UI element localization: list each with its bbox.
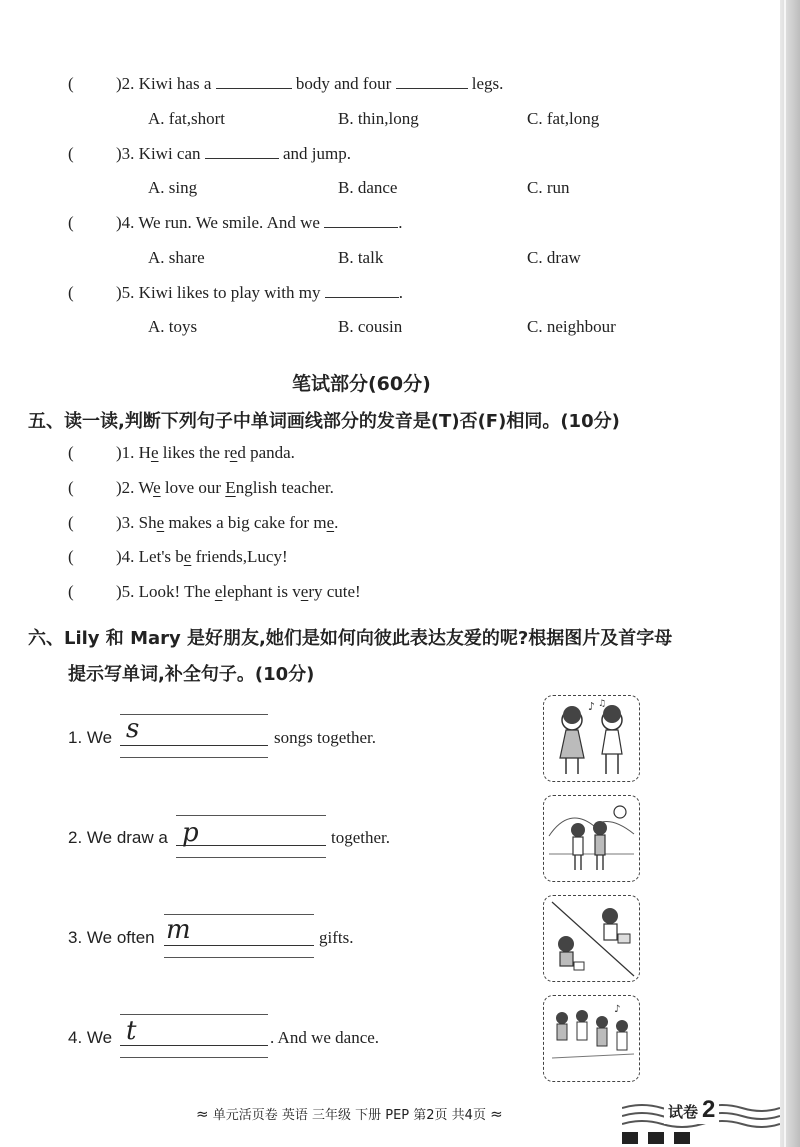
sentence <box>116 443 295 463</box>
question-text <box>116 74 503 94</box>
question-number: )5. <box>116 283 135 302</box>
option-a: A. sing <box>148 178 198 197</box>
option-b: B. talk <box>338 248 384 267</box>
picture-drawing <box>543 795 640 882</box>
question-prefix: We run. We smile. And we <box>138 213 320 232</box>
text: love our <box>160 478 226 497</box>
underlined-part: e <box>153 478 161 497</box>
option-c: C. neighbour <box>527 317 616 336</box>
writing-line-bottom <box>176 857 326 858</box>
question-number: )2. <box>116 74 135 93</box>
answer-paren: ( <box>68 443 74 462</box>
question-number: )2. <box>116 478 135 497</box>
answer-blank[interactable] <box>324 226 398 228</box>
question-prefix: Kiwi has a <box>138 74 212 93</box>
item-suffix: together. <box>331 828 391 847</box>
question-number: )4. <box>116 213 135 232</box>
hint-letter: t <box>126 1016 137 1046</box>
answer-paren: ( <box>68 144 74 163</box>
question-text <box>116 213 402 233</box>
item-number: 4. We <box>68 1028 113 1047</box>
hint-letter: m <box>166 915 191 945</box>
question-middle: body and four <box>295 74 392 93</box>
question-suffix: . <box>398 283 403 302</box>
girls-drawing-illustration <box>544 796 639 881</box>
text: likes the r <box>158 443 230 462</box>
question-suffix: . <box>398 213 403 232</box>
text: H <box>138 443 151 462</box>
answer-blank[interactable] <box>205 157 279 159</box>
picture-talking-dancing <box>543 995 640 1082</box>
picture-making-gifts <box>543 895 640 982</box>
question-suffix: legs. <box>471 74 504 93</box>
sentence <box>116 513 338 533</box>
question-text <box>116 144 351 164</box>
girls-making-gifts-illustration <box>544 896 639 981</box>
text: lephant is v <box>222 582 301 601</box>
answer-paren: ( <box>68 213 74 232</box>
underlined-part: e <box>229 443 238 462</box>
text: Let's b <box>138 547 184 566</box>
children-dancing-illustration <box>544 996 639 1081</box>
footer-text: 单元活页卷 英语 三年级 下册 PEP 第2页 共4页 <box>212 1108 486 1123</box>
item-suffix: . And we dance. <box>270 1028 380 1047</box>
answer-paren: ( <box>68 74 74 93</box>
sentence <box>116 478 334 498</box>
option-b: B. cousin <box>338 317 403 336</box>
answer-paren: ( <box>68 582 74 601</box>
option-a: A. toys <box>148 317 198 336</box>
question-text <box>116 283 403 303</box>
item-number: 3. We often <box>68 928 155 947</box>
text: d panda. <box>237 443 295 462</box>
writing-line-top <box>120 714 268 715</box>
underlined-part: e <box>156 513 165 532</box>
sentence <box>116 547 288 567</box>
svg-text:♫: ♫ <box>598 699 607 709</box>
text: W <box>138 478 154 497</box>
answer-paren: ( <box>68 513 74 532</box>
text: makes a big cake for m <box>164 513 327 532</box>
page-edge <box>780 0 800 1147</box>
underlined-part: e <box>326 513 335 532</box>
underlined-part: e <box>214 582 223 601</box>
option-b: B. thin,long <box>338 109 419 128</box>
girls-singing-illustration <box>544 696 639 781</box>
text: Look! The <box>138 582 215 601</box>
answer-blank[interactable] <box>325 296 399 298</box>
answer-paren: ( <box>68 547 74 566</box>
question-number: )1. <box>116 443 135 462</box>
question-number: )4. <box>116 547 135 566</box>
fold-mark-icon: ≈ <box>490 1105 503 1123</box>
writing-line-base[interactable] <box>164 945 314 946</box>
writing-line-base[interactable] <box>120 745 268 746</box>
item-number: 2. We draw a <box>68 828 168 847</box>
writing-line-top <box>120 1014 268 1015</box>
writing-line-bottom <box>120 757 268 758</box>
option-c: C. fat,long <box>527 109 600 128</box>
question-prefix: Kiwi can <box>138 144 201 163</box>
section-title: 笔试部分(60分) <box>292 373 431 395</box>
writing-line-bottom <box>164 957 314 958</box>
item-suffix: songs together. <box>274 728 376 747</box>
text: friends,Lucy! <box>191 547 288 566</box>
option-b: B. dance <box>338 178 398 197</box>
answer-blank[interactable] <box>396 87 468 89</box>
question-number: )3. <box>116 144 135 163</box>
svg-text:♪: ♪ <box>588 700 596 713</box>
option-a: A. fat,short <box>148 109 225 128</box>
page-number: 2 <box>702 1096 716 1123</box>
underlined-part: E <box>225 478 236 497</box>
option-c: C. run <box>527 178 570 197</box>
section6-heading: 六、Lily 和 Mary 是好朋友,她们是如何向彼此表达友爱的呢?根据图片及首字母 <box>28 628 673 649</box>
answer-blank[interactable] <box>216 87 292 89</box>
text: nglish teacher. <box>235 478 334 497</box>
text: . <box>334 513 339 532</box>
writing-line-top <box>176 815 326 816</box>
option-c: C. draw <box>527 248 581 267</box>
underlined-part: e <box>150 443 159 462</box>
hint-letter: p <box>182 818 199 848</box>
item-number: 1. We <box>68 728 113 747</box>
question-number: )3. <box>116 513 135 532</box>
writing-line-base[interactable] <box>120 1045 268 1046</box>
page-label <box>664 1096 719 1124</box>
question-number: )5. <box>116 582 135 601</box>
writing-line-bottom <box>120 1057 268 1058</box>
question-prefix: Kiwi likes to play with my <box>138 283 321 302</box>
page-label-text: 试卷 <box>668 1103 699 1121</box>
section5-heading: 五、读一读,判断下列句子中单词画线部分的发音是(T)否(F)相同。(10分) <box>28 411 620 432</box>
svg-text:♪: ♪ <box>614 1004 621 1015</box>
underlined-part: e <box>183 547 192 566</box>
underlined-part: e <box>300 582 309 601</box>
section6-heading-cont: 提示写单词,补全句子。(10分) <box>68 664 315 685</box>
answer-paren: ( <box>68 478 74 497</box>
question-suffix: and jump. <box>283 144 352 163</box>
sentence <box>116 582 361 602</box>
footer <box>196 1104 503 1123</box>
answer-paren: ( <box>68 283 74 302</box>
text: ry cute! <box>308 582 361 601</box>
item-suffix: gifts. <box>319 928 354 947</box>
text: Sh <box>138 513 157 532</box>
fold-mark-icon: ≈ <box>196 1105 209 1123</box>
option-a: A. share <box>148 248 205 267</box>
picture-singing <box>543 695 640 782</box>
hint-letter: s <box>126 714 140 744</box>
